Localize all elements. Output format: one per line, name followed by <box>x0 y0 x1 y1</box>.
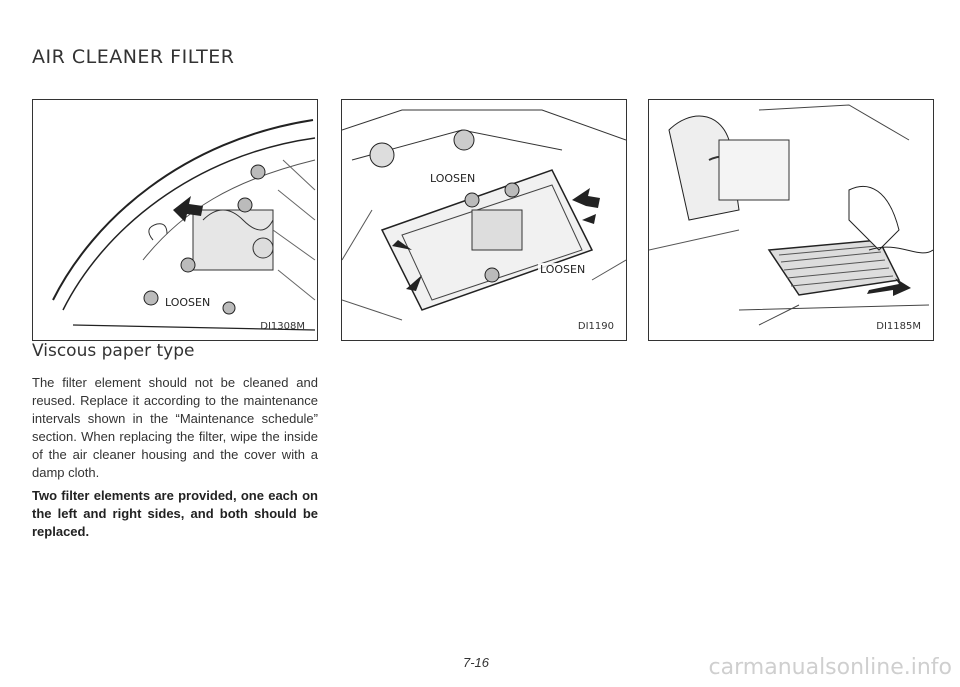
figure-engine-cover <box>32 99 318 341</box>
watermark-text: carmanualsonline.info <box>708 655 952 680</box>
section-heading: Viscous paper type <box>32 341 195 361</box>
figure-filter-housing <box>341 99 627 341</box>
body-paragraph: The filter element should not be cleaned and reused. Replace it according to the maintenance intervals shown in the “Maintenance schedule” section. When replacing the filter, wipe the inside of the air cleaner housing and the cover with a damp cloth. <box>32 375 318 480</box>
bold-note: Two filter elements are provided, one each on the left and right sides, and both should be replaced. <box>32 488 318 539</box>
filter-housing-illustration <box>342 100 626 340</box>
page-number: 7-16 <box>463 655 490 670</box>
figure-callout-loosen-bottom: LOOSEN <box>540 263 586 276</box>
figure-code: DI1190 <box>577 321 614 332</box>
figure-code: DI1308M <box>260 321 305 332</box>
figure-callout-loosen: LOOSEN <box>165 296 211 309</box>
filter-removal-illustration <box>649 100 933 340</box>
page-title: AIR CLEANER FILTER <box>32 46 235 68</box>
figure-callout-loosen-top: LOOSEN <box>430 172 476 185</box>
figure-code: DI1185M <box>876 321 921 332</box>
figure-filter-removal <box>648 99 934 341</box>
